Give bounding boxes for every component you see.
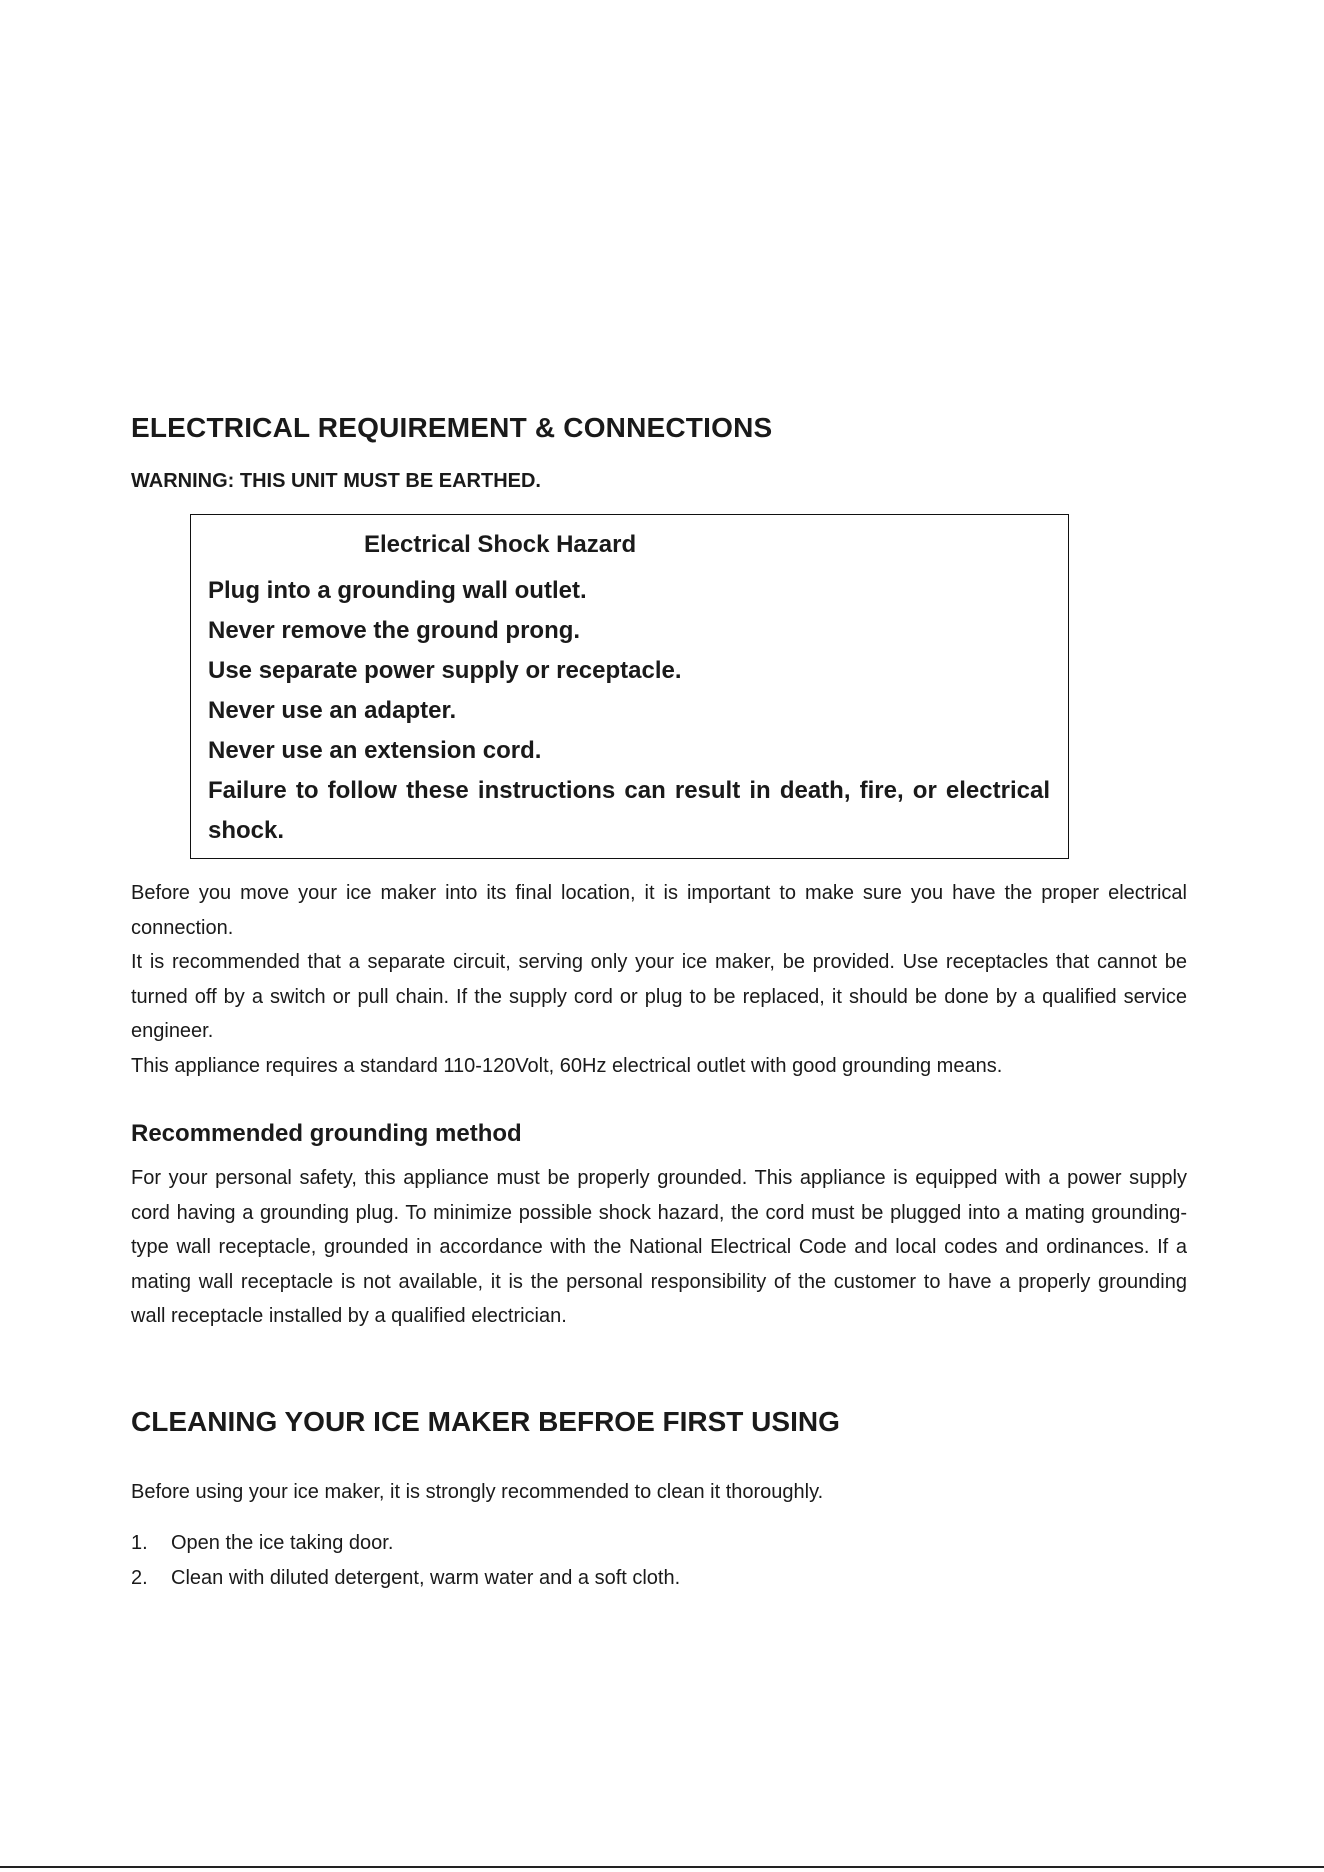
shock-hazard-box (190, 514, 1069, 859)
grounding-heading: Recommended grounding method (131, 1120, 522, 1147)
hazard-title: Electrical Shock Hazard (364, 531, 637, 558)
grounding-paragraph: For your personal safety, this appliance must be properly grounded. This appliance is equipped with a power supply cord having a grounding plug. To minimize possible shock hazard, the cord must be plugged into a mating grounding-type wall receptacle, grounded in accordance with the National Electrical Code and local codes and ordinances. If a mating wall receptacle is not available, it is the personal responsibility of the customer to have a properly grounding wall receptacle installed by a qualified electrician. (131, 1167, 1187, 1327)
step-text: Open the ice taking door. (171, 1532, 394, 1554)
page-bottom-rule (0, 1866, 1324, 1868)
cleaning-intro: Before using your ice maker, it is strongly recommended to clean it thoroughly. (131, 1481, 824, 1503)
earthing-warning: WARNING: THIS UNIT MUST BE EARTHED. (131, 470, 541, 492)
hazard-line: Use separate power supply or receptacle. (208, 657, 682, 684)
paragraph-outlet: This appliance requires a standard 110-120Volt, 60Hz electrical outlet with good grounding means. (131, 1054, 1003, 1077)
hazard-line: Never use an extension cord. (208, 737, 542, 764)
list-item (131, 1526, 680, 1561)
hazard-line: Failure to follow these instructions can result in death, fire, or electrical shock. (208, 777, 1050, 844)
step-number: 2. (131, 1567, 148, 1589)
step-number: 1. (131, 1532, 148, 1554)
hazard-line: Never use an adapter. (208, 697, 457, 724)
list-item (131, 1561, 680, 1596)
cleaning-steps (131, 1526, 680, 1596)
paragraph-connection: Before you move your ice maker into its final location, it is important to make sure you have the proper electrical connection. (131, 882, 1187, 939)
electrical-paragraphs (131, 876, 1187, 1083)
hazard-list (208, 571, 1050, 851)
hazard-line: Plug into a grounding wall outlet. (208, 577, 587, 604)
hazard-line: Never remove the ground prong. (208, 617, 581, 644)
cleaning-heading: CLEANING YOUR ICE MAKER BEFROE FIRST USING (131, 1406, 840, 1437)
paragraph-circuit: It is recommended that a separate circuit, serving only your ice maker, be provided. Use receptacles that cannot be turned off by a switch or pull chain. If the supply cord or plug to be replaced, it should be done by a qualified service engineer. (131, 951, 1187, 1042)
electrical-heading: ELECTRICAL REQUIREMENT & CONNECTIONS (131, 412, 773, 443)
step-text: Clean with diluted detergent, warm water and a soft cloth. (171, 1567, 681, 1589)
